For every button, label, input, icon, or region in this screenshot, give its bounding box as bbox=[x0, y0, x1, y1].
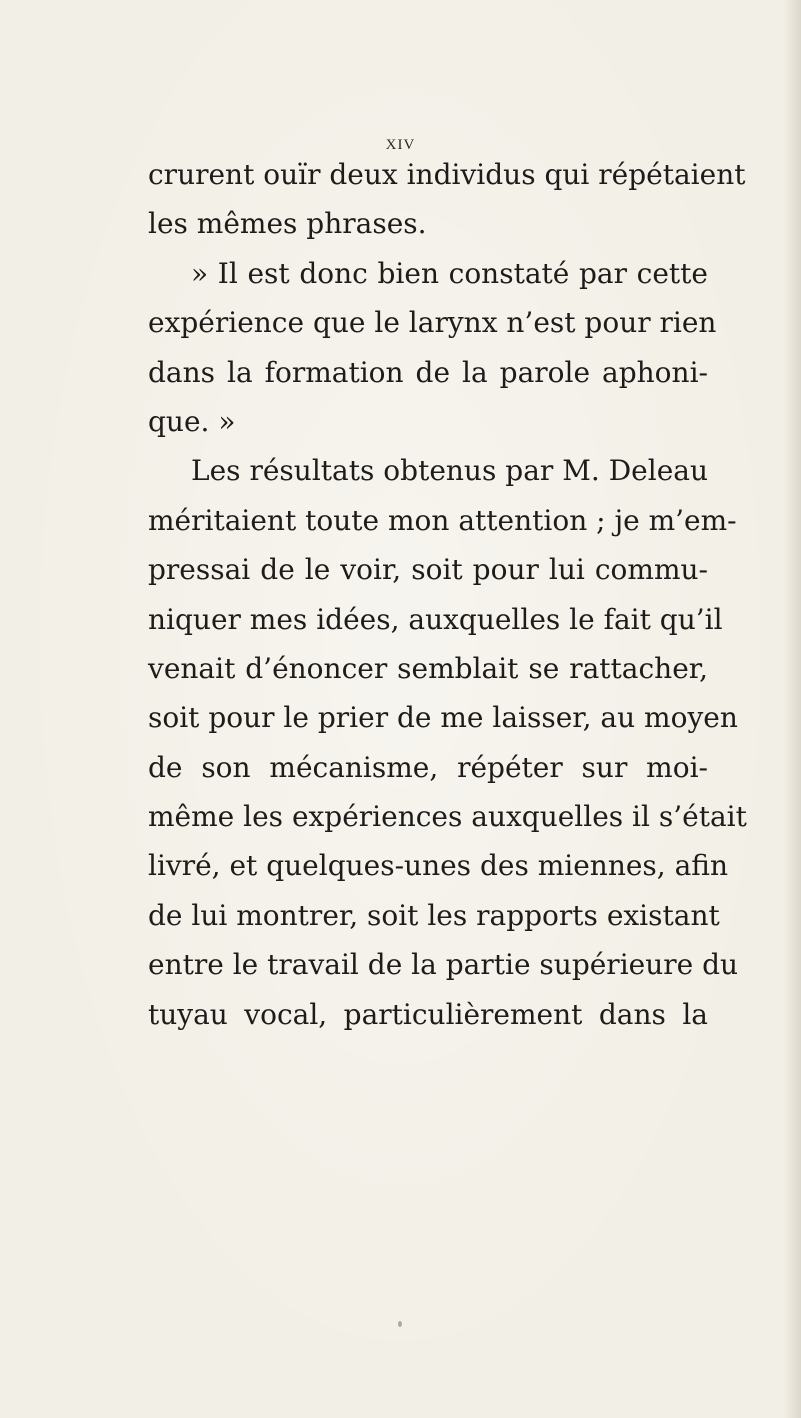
text-line: entre le travail de la partie supérieure du bbox=[148, 948, 739, 982]
page-number: XIV bbox=[385, 137, 416, 153]
text-line: méritaient toute mon attention ; je m’em- bbox=[148, 503, 737, 537]
text-line: que. » bbox=[148, 404, 236, 438]
text-line: » Il est donc bien constaté par cette bbox=[191, 256, 708, 290]
text-line: venait d’énoncer semblait se rattacher, bbox=[148, 651, 708, 685]
text-line: de lui montrer, soit les rapports existant bbox=[148, 898, 720, 932]
text-line: tuyau vocal, particulièrement dans la bbox=[148, 997, 708, 1031]
text-line: expérience que le larynx n’est pour rien bbox=[148, 306, 717, 340]
page-edge-shadow bbox=[783, 0, 801, 1418]
text-line: dans la formation de la parole aphoni- bbox=[148, 355, 708, 389]
text-line: niquer mes idées, auxquelles le fait qu’il bbox=[148, 602, 723, 636]
text-line: de son mécanisme, répéter sur moi- bbox=[148, 750, 708, 784]
text-line: crurent ouïr deux individus qui répétaient bbox=[148, 158, 746, 191]
text-line: même les expériences auxquelles il s’était bbox=[148, 800, 747, 834]
text-line: Les résultats obtenus par M. Deleau bbox=[191, 454, 708, 488]
text-line: les mêmes phrases. bbox=[148, 207, 427, 241]
text-line: soit pour le prier de me laisser, au moyen bbox=[148, 701, 738, 735]
paper-speck bbox=[398, 1321, 402, 1327]
text-line: pressai de le voir, soit pour lui commu- bbox=[148, 553, 708, 587]
body-text bbox=[148, 150, 747, 1039]
text-line: livré, et quelques-unes des miennes, afin bbox=[148, 849, 729, 883]
